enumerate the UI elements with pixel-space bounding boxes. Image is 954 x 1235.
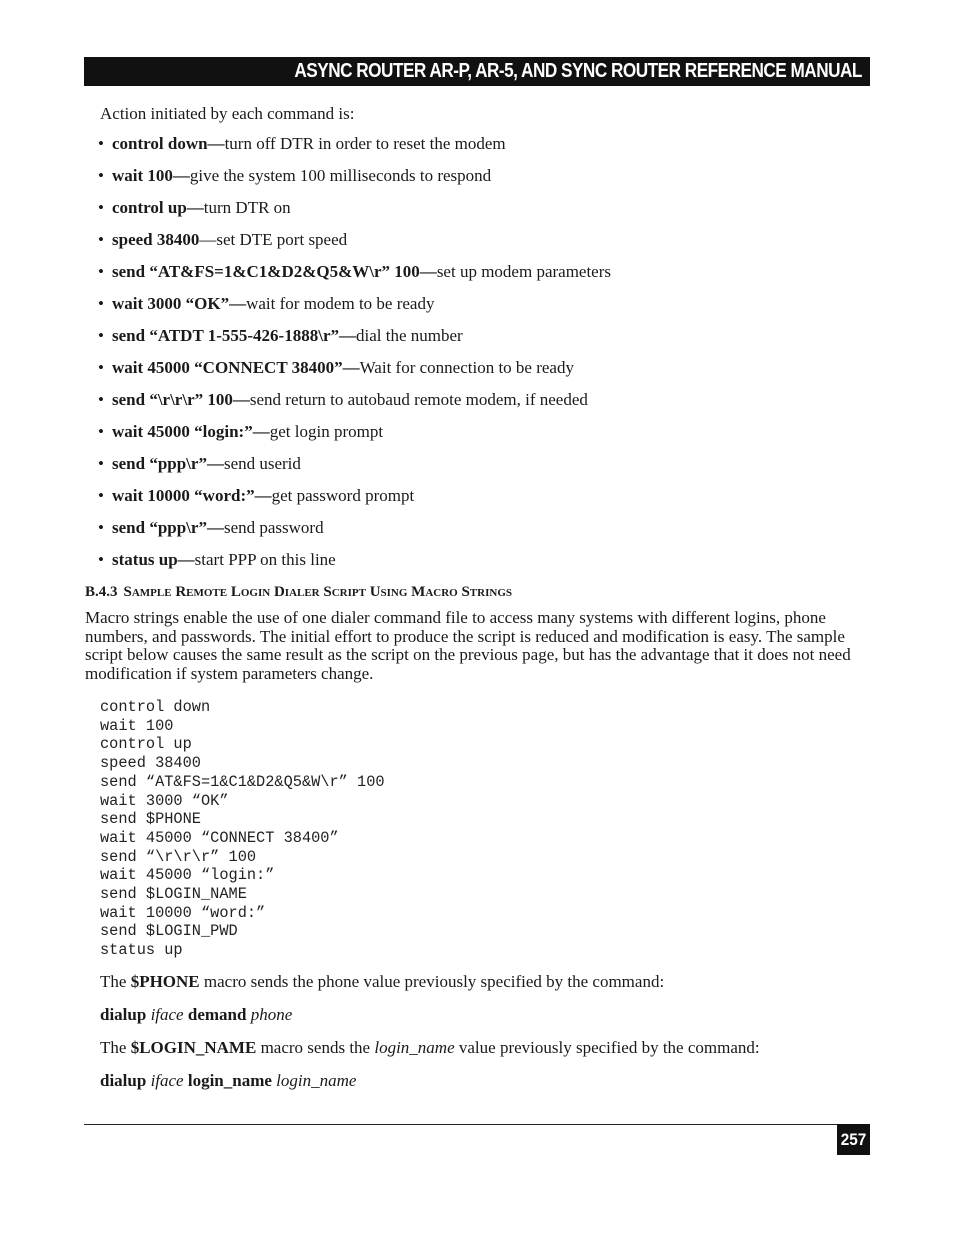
command-description: turn off DTR in order to reset the modem [224, 134, 506, 153]
bullet-icon: • [98, 454, 104, 473]
code-line: send $LOGIN_NAME [100, 885, 247, 904]
list-item [98, 262, 611, 294]
command-action-list [98, 134, 611, 582]
manual-title: ASYNC ROUTER AR-P, AR-5, AND SYNC ROUTER REFERENCE MANUAL [294, 60, 862, 82]
note-suffix: macro sends the phone value previously specified by the command: [199, 972, 665, 991]
bullet-icon: • [98, 358, 104, 377]
code-line: send “\r\r\r” 100 [100, 847, 257, 866]
command-name: speed 38400 [112, 230, 200, 249]
bullet-icon: • [98, 550, 104, 569]
note-term: login_name [374, 1038, 455, 1057]
list-item [98, 518, 611, 550]
code-line: send $PHONE [100, 810, 201, 829]
bullet-icon: • [98, 518, 104, 537]
code-line: speed 38400 [100, 754, 201, 773]
code-line: control down [100, 698, 211, 716]
code-line: status up [100, 941, 183, 960]
bullet-icon: • [98, 486, 104, 505]
list-item [98, 454, 611, 486]
bullet-icon: • [98, 230, 104, 249]
command-description: Wait for connection to be ready [359, 358, 574, 377]
list-item [98, 486, 611, 518]
header-bar [84, 57, 870, 86]
command-description: send userid [223, 454, 301, 473]
code-line: wait 10000 “word:” [100, 903, 266, 922]
section-number: B.4.3 [85, 584, 118, 600]
command-name: wait 45000 “login:”— [112, 422, 270, 441]
note-middle: macro sends the [256, 1038, 375, 1057]
command-keyword: login_name [187, 1071, 272, 1090]
login-command-syntax [100, 1071, 356, 1091]
command-name: send “ppp\r”— [112, 454, 224, 473]
bullet-icon: • [98, 134, 104, 153]
code-line: wait 45000 “CONNECT 38400” [100, 828, 339, 847]
command-name: send “\r\r\r” 100— [112, 390, 250, 409]
section-paragraph: Macro strings enable the use of one dialer command file to access many systems with different logins, phone numbers, and passwords. The initial effort to produce the script is reduced and modification is easy. The sample script below causes the same result as the script on the previous page, but has the advantage that it does not need modification if system parameters change. [85, 608, 851, 683]
list-item [98, 390, 611, 422]
bullet-icon: • [98, 390, 104, 409]
command-name: send “ATDT 1-555-426-1888\r”— [112, 326, 356, 345]
command-description: send return to autobaud remote modem, if needed [249, 390, 588, 409]
list-item [98, 134, 611, 166]
command-name: status up— [112, 550, 195, 569]
list-item [98, 326, 611, 358]
bullet-icon: • [98, 262, 104, 281]
code-line: control up [100, 735, 192, 754]
note-prefix: The [100, 1038, 131, 1057]
note-prefix: The [100, 972, 131, 991]
list-item [98, 358, 611, 390]
command-name: send “AT&FS=1&C1&D2&Q5&W\r” 100— [112, 262, 437, 281]
code-line: wait 45000 “login:” [100, 866, 275, 885]
command-description: turn DTR on [203, 198, 291, 217]
code-line: wait 100 [100, 716, 174, 735]
bullet-icon: • [98, 166, 104, 185]
sample-script-code-block [100, 698, 385, 960]
command-keyword: dialup [100, 1005, 147, 1024]
command-name: wait 100— [112, 166, 190, 185]
command-arg: login_name [276, 1071, 357, 1090]
section-title: Sample Remote Login Dialer Script Using Macro Strings [123, 584, 512, 600]
macro-name: $LOGIN_NAME [130, 1038, 257, 1057]
bullet-icon: • [98, 326, 104, 345]
command-description: set up modem parameters [436, 262, 612, 281]
list-item [98, 230, 611, 262]
section-heading [85, 584, 512, 601]
phone-command-syntax [100, 1005, 292, 1025]
command-keyword: demand [187, 1005, 247, 1024]
code-line: send “AT&FS=1&C1&D2&Q5&W\r” 100 [100, 772, 385, 791]
command-description: give the system 100 milliseconds to respond [189, 166, 492, 185]
footer-rule [84, 1124, 870, 1125]
note-suffix: value previously specified by the command: [454, 1038, 760, 1057]
command-arg: iface [150, 1005, 184, 1024]
command-arg: iface [150, 1071, 184, 1090]
page-number: 257 [840, 1130, 867, 1149]
command-name: control down— [112, 134, 225, 153]
list-item [98, 550, 611, 582]
command-description: get login prompt [269, 422, 384, 441]
command-arg: phone [250, 1005, 293, 1024]
command-keyword: dialup [100, 1071, 147, 1090]
command-name: wait 3000 “OK”— [112, 294, 247, 313]
command-description: —set DTE port speed [199, 230, 348, 249]
bullet-icon: • [98, 198, 104, 217]
intro-text: Action initiated by each command is: [100, 104, 355, 123]
command-description: dial the number [356, 326, 463, 345]
code-line: send $LOGIN_PWD [100, 922, 238, 941]
code-line: wait 3000 “OK” [100, 791, 229, 810]
command-description: send password [223, 518, 324, 537]
command-description: start PPP on this line [194, 550, 336, 569]
macro-name: $PHONE [130, 972, 200, 991]
command-name: wait 10000 “word:”— [112, 486, 272, 505]
command-description: get password prompt [271, 486, 415, 505]
command-name: wait 45000 “CONNECT 38400”— [112, 358, 360, 377]
phone-macro-note [100, 972, 664, 992]
page-number-box [837, 1124, 870, 1155]
list-item [98, 294, 611, 326]
command-name: control up— [112, 198, 204, 217]
list-item [98, 198, 611, 230]
command-name: send “ppp\r”— [112, 518, 224, 537]
login-macro-note [100, 1038, 760, 1058]
list-item [98, 166, 611, 198]
list-item [98, 422, 611, 454]
bullet-icon: • [98, 422, 104, 441]
command-description: wait for modem to be ready [246, 294, 435, 313]
bullet-icon: • [98, 294, 104, 313]
